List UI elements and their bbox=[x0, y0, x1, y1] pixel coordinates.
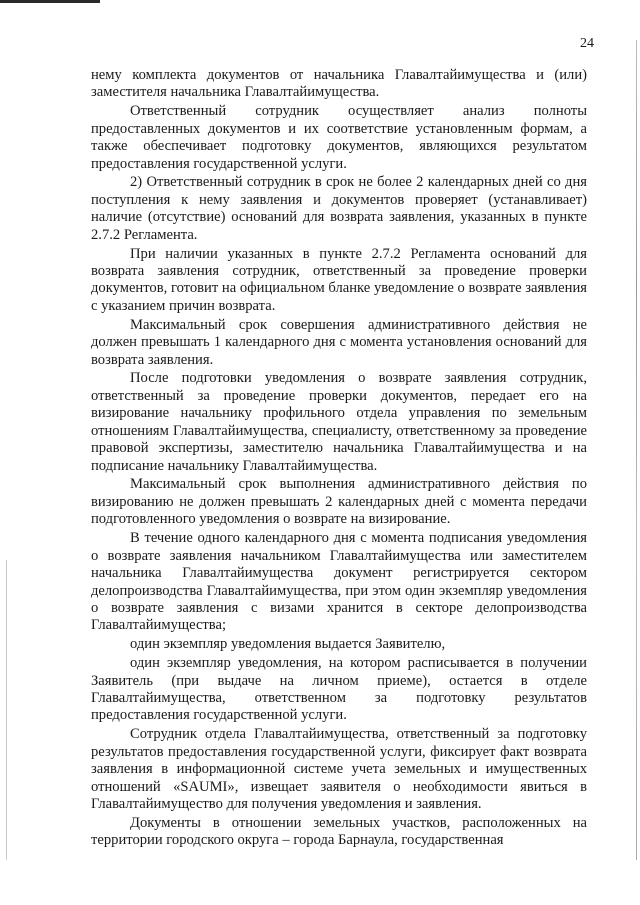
document-body bbox=[91, 67, 587, 851]
paragraph: Документы в отношении земельных участков, расположенных на территории городского округа – города Барнаула, государственная bbox=[91, 814, 587, 849]
paragraph: один экземпляр уведомления выдается Заявителю, bbox=[130, 636, 446, 653]
paragraph: 2) Ответственный сотрудник в срок не более 2 календарных дней со дня поступления к нему заявления и документов проверяет (устанавливает) наличие (отсутствие) оснований для возврата заявления, указанных в пункте 2.7.2 Регламента. bbox=[91, 174, 587, 243]
paragraph: Максимальный срок совершения административного действия не должен превышать 1 календарного дня с момента установления оснований для возврата заявления. bbox=[91, 316, 587, 368]
paragraph: Сотрудник отдела Главалтайимущества, ответственный за подготовку результатов предоставления государственной услуги, фиксирует факт возврата заявления в информационной системе учета земельных и имущественных отношений «SAUMI», извещает заявителя о необходимости явиться в Главалтайимущество для получения уведомления и заявления. bbox=[91, 726, 587, 813]
scan-edge-line bbox=[6, 560, 7, 860]
paragraph: Ответственный сотрудник осуществляет анализ полноты предоставленных документов и их соответствие установленным формам, а также обеспечивает подготовку документов, являющихся результатом предоставления государственной услуги. bbox=[91, 103, 587, 172]
paragraph: После подготовки уведомления о возврате заявления сотрудник, ответственный за проведение проверки документов, передает его на визирование начальнику профильного отдела управления по земельным отношениям Главалтайимущества, специалисту, ответственному за проведение правовой экспертизы, заместителю начальника Главалтайимущества и на подписание начальнику Главалтайимущества. bbox=[91, 370, 587, 474]
paragraph: один экземпляр уведомления, на котором расписывается в получении Заявитель (при выдаче на личном приеме), остается в отделе Главалтайимущества, ответственном за подготовку результатов предоставления государственной услуги. bbox=[91, 655, 587, 724]
paragraph: При наличии указанных в пункте 2.7.2 Регламента оснований для возврата заявления сотрудник, ответственный за проведение проверки документов, готовит на официальном бланке уведомление о возврате заявления с указанием причин возврата. bbox=[91, 245, 587, 314]
page-number: 24 bbox=[580, 36, 594, 51]
paragraph: В течение одного календарного дня с момента подписания уведомления о возврате заявления начальником Главалтайимущества или заместителем начальника Главалтайимущества документ регистрируется сектором делопроизводства Главалтайимущества, при этом один экземпляр уведомления о возврате заявления с визами хранится в секторе делопроизводства Главалтайимущества; bbox=[91, 530, 587, 634]
paragraph: Максимальный срок выполнения административного действия по визированию не должен превышать 2 календарных дней с момента передачи подготовленного уведомления о возврате на визирование. bbox=[91, 476, 587, 528]
paragraph: нему комплекта документов от начальника Главалтайимущества и (или) заместителя начальника Главалтайимущества. bbox=[91, 67, 587, 101]
scan-edge-mark bbox=[0, 0, 100, 3]
scan-edge-line bbox=[636, 40, 637, 860]
